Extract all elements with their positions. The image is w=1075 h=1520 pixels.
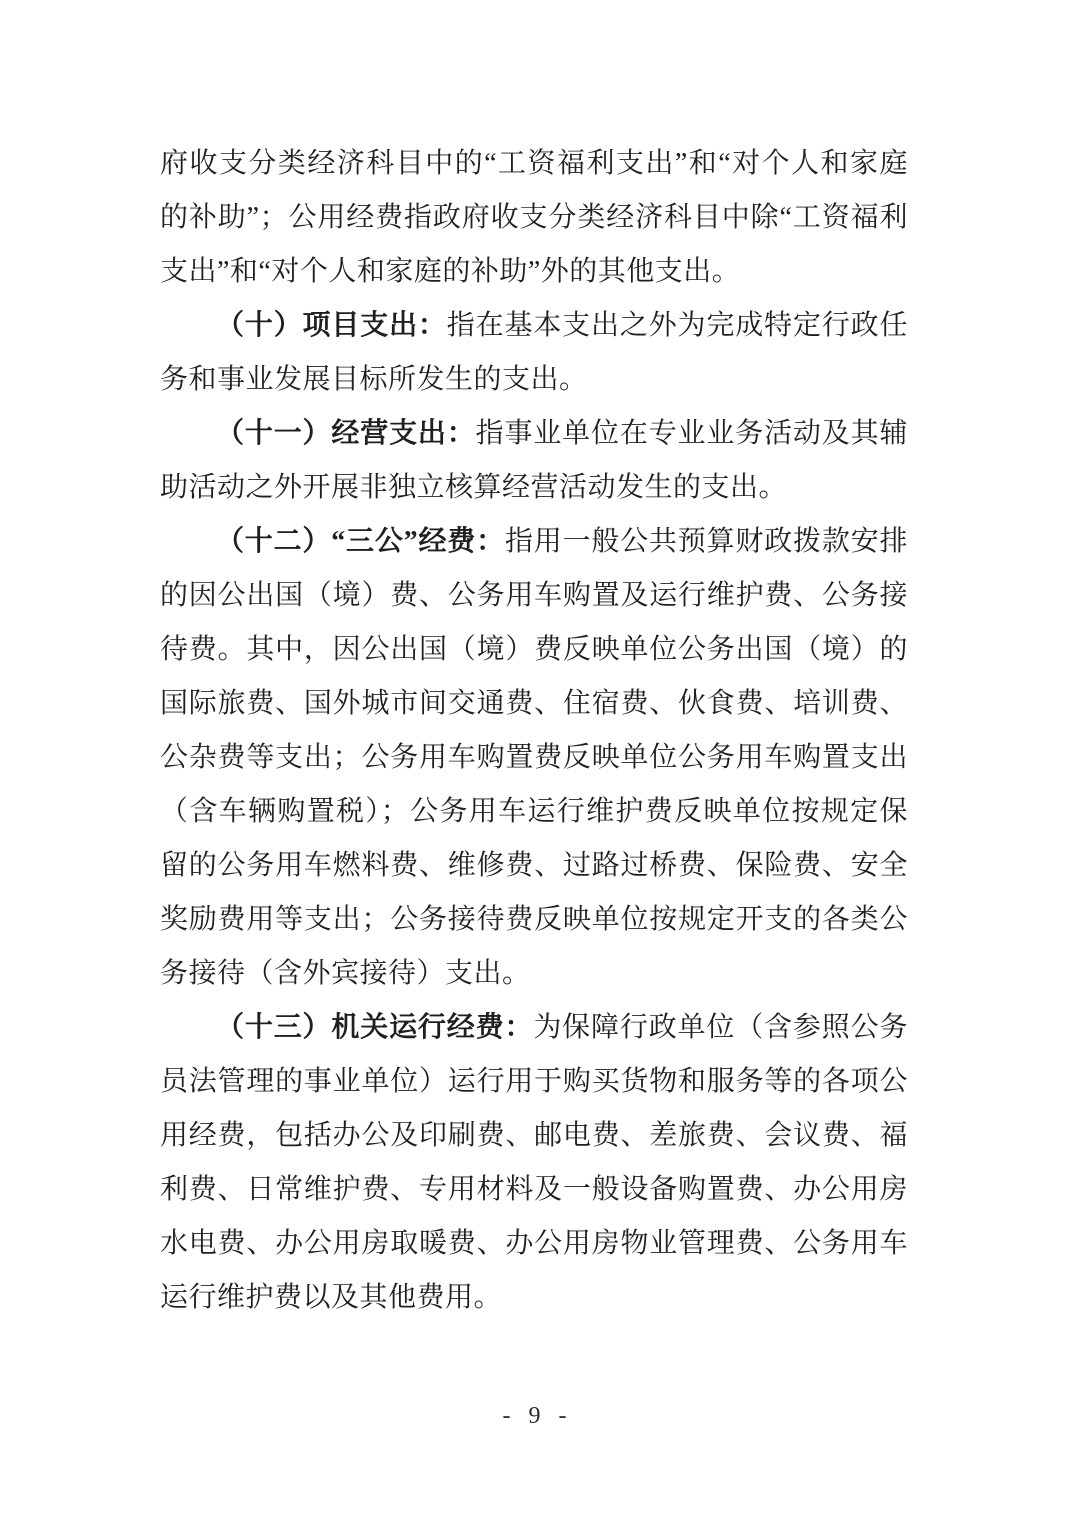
page-number: - 9 -	[502, 1403, 573, 1429]
paragraph-body: 指用一般公共预算财政拨款安排的因公出国（境）费、公务用车购置及运行维护费、公务接待费。其中，因公出国（境）费反映单位公务出国（境）的国际旅费、国外城市间交通费、住宿费、伙食费、培训费、公杂费等支出；公务用车购置费反映单位公务用车购置支出（含车辆购置税）；公务用车运行维护费反映单位按规定保留的公务用车燃料费、维修费、过路过桥费、保险费、安全奖励费用等支出；公务接待费反映单位按规定开支的各类公务接待（含外宾接待）支出。	[160, 526, 908, 989]
paragraph-item-12	[160, 515, 908, 1001]
paragraph-continuation	[160, 137, 908, 299]
paragraph-body: 指在基本支出之外为完成特定行政任务和事业发展目标所发生的支出。	[160, 310, 908, 395]
paragraph-heading: （十一）经营支出：	[216, 418, 476, 449]
paragraph-heading: （十三）机关运行经费：	[216, 1012, 534, 1043]
paragraph-item-11	[160, 407, 908, 515]
document-body	[160, 137, 908, 1325]
paragraph-item-13	[160, 1001, 908, 1325]
paragraph-heading: （十）项目支出：	[216, 310, 447, 341]
paragraph-body: 府收支分类经济科目中的“工资福利支出”和“对个人和家庭的补助”；公用经费指政府收支分类经济科目中除“工资福利支出”和“对个人和家庭的补助”外的其他支出。	[160, 148, 908, 287]
paragraph-body: 指事业单位在专业业务活动及其辅助活动之外开展非独立核算经营活动发生的支出。	[160, 418, 908, 503]
paragraph-body: 为保障行政单位（含参照公务员法管理的事业单位）运行用于购买货物和服务等的各项公用经费，包括办公及印刷费、邮电费、差旅费、会议费、福利费、日常维护费、专用材料及一般设备购置费、办公用房水电费、办公用房取暖费、办公用房物业管理费、公务用车运行维护费以及其他费用。	[160, 1012, 908, 1313]
paragraph-item-10	[160, 299, 908, 407]
paragraph-heading: （十二）“三公”经费：	[216, 526, 505, 557]
